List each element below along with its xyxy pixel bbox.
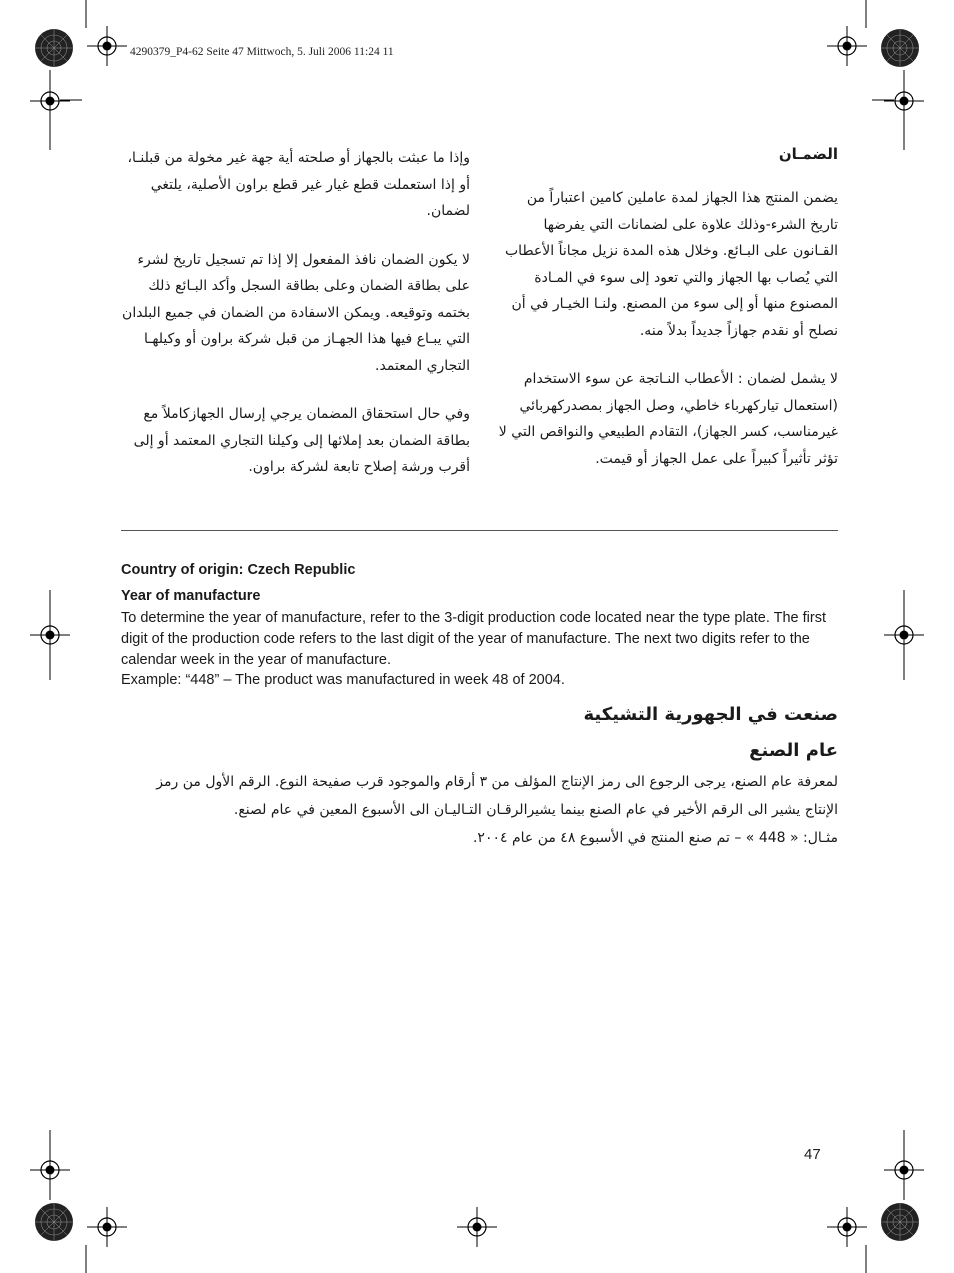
- page-number: 47: [804, 1146, 821, 1163]
- guarantee-paragraph: لا يشمل لضمان : الأعطاب النـاتجة عن سوء الاستخدام (استعمال تياركهرباء خاطي، وصل الجهاز بمصدركهربائي غيرمناسب، كسر الجهاز)، التقادم الطبيعي والنواقص التي لا تؤثر تأثيراً كبيراً على عمل الجهاز أو قيمت.: [498, 371, 838, 467]
- english-example: Example: “448” – The product was manufactured in week 48 of 2004.: [121, 672, 565, 689]
- guarantee-title: الضمـان: [778, 145, 838, 163]
- arabic-paragraph: لمعرفة عام الصنع، يرجى الرجوع الى رمز الإنتاج المؤلف من ٣ أرقام والموجود قرب صفيحة النوع. الرقم الأول من رمز الإنتاج يشير الى الرقم الأخير في عام الصنع بينما يشيرالرقـان التـاليـان الى الأسبوع المعين في عام لصنع.: [156, 774, 838, 818]
- guarantee-paragraph: وإذا ما عبثت بالجهاز أو صلحته أية جهة غير مخولة من قبلنـا، أو إذا استعملت قطع غيار غير قطع براون الأصلية، يلتغي لضمان.: [127, 150, 470, 219]
- arabic-example: مثـال: « 448 » – تم صنع المنتج في الأسبوع ٤٨ من عام ٢٠٠٤.: [472, 830, 838, 846]
- year-of-manufacture-heading: Year of manufacture: [121, 588, 261, 604]
- guarantee-left-column: [122, 145, 470, 503]
- print-slug: 4290379_P4-62 Seite 47 Mittwoch, 5. Juli 2006 11:24 11: [130, 46, 394, 58]
- arabic-year-text: [130, 768, 838, 852]
- arabic-year-heading: عام الصنع: [749, 740, 838, 761]
- country-of-origin: Country of origin: Czech Republic: [121, 562, 356, 578]
- year-of-manufacture-text: [121, 608, 841, 691]
- section-divider: [121, 530, 838, 531]
- guarantee-paragraph: يضمن المنتج هذا الجهاز لمدة عاملين كامين اعتباراً من تاريخ الشرء-وذلك علاوة على لضمانات التي يفرضها القـانون على البـائع. وخلال هذه المدة نزيل مجاناً الأعطاب التي يُصاب بها الجهاز والتي تعود إلى سوء في المـادة المصنوع منها أو إلى سوء من المصنع. ولنـا الخيـار في أن نصلح أو نقدم جهازاً جديداً بدلاً منه.: [505, 190, 838, 339]
- english-paragraph: To determine the year of manufacture, refer to the 3-digit production code located near the type plate. The first digit of the production code refers to the last digit of the year of manufacture. The next two digits refer to the calendar week in the year of manufacture.: [121, 610, 826, 668]
- guarantee-paragraph: لا يكون الضمان نافذ المفعول إلا إذا تم تسجيل تاريخ لشرء على بطاقة الضمان وعلى بطاقة السجل وأكد البـائع ذلك بختمه وتوقيعه. ويمكن الاسفادة من الضمان في جميع البلدان التي يبـاع فيها هذا الجهـاز من قبل شركة براون أو وكيلهـا التجاري المعتمد.: [122, 251, 470, 374]
- guarantee-paragraph: وفي حال استحقاق المضمان يرجي إرسال الجهازكاملاً مع بطاقة الضمان بعد إملائها إلى وكيلنا التجاري المعتمد أو إلى أقرب ورشة إصلاح تابعة لشركة براون.: [133, 406, 470, 475]
- arabic-origin-heading: صنعت في الجهورية التشيكية: [583, 704, 838, 725]
- guarantee-right-column: [496, 145, 838, 494]
